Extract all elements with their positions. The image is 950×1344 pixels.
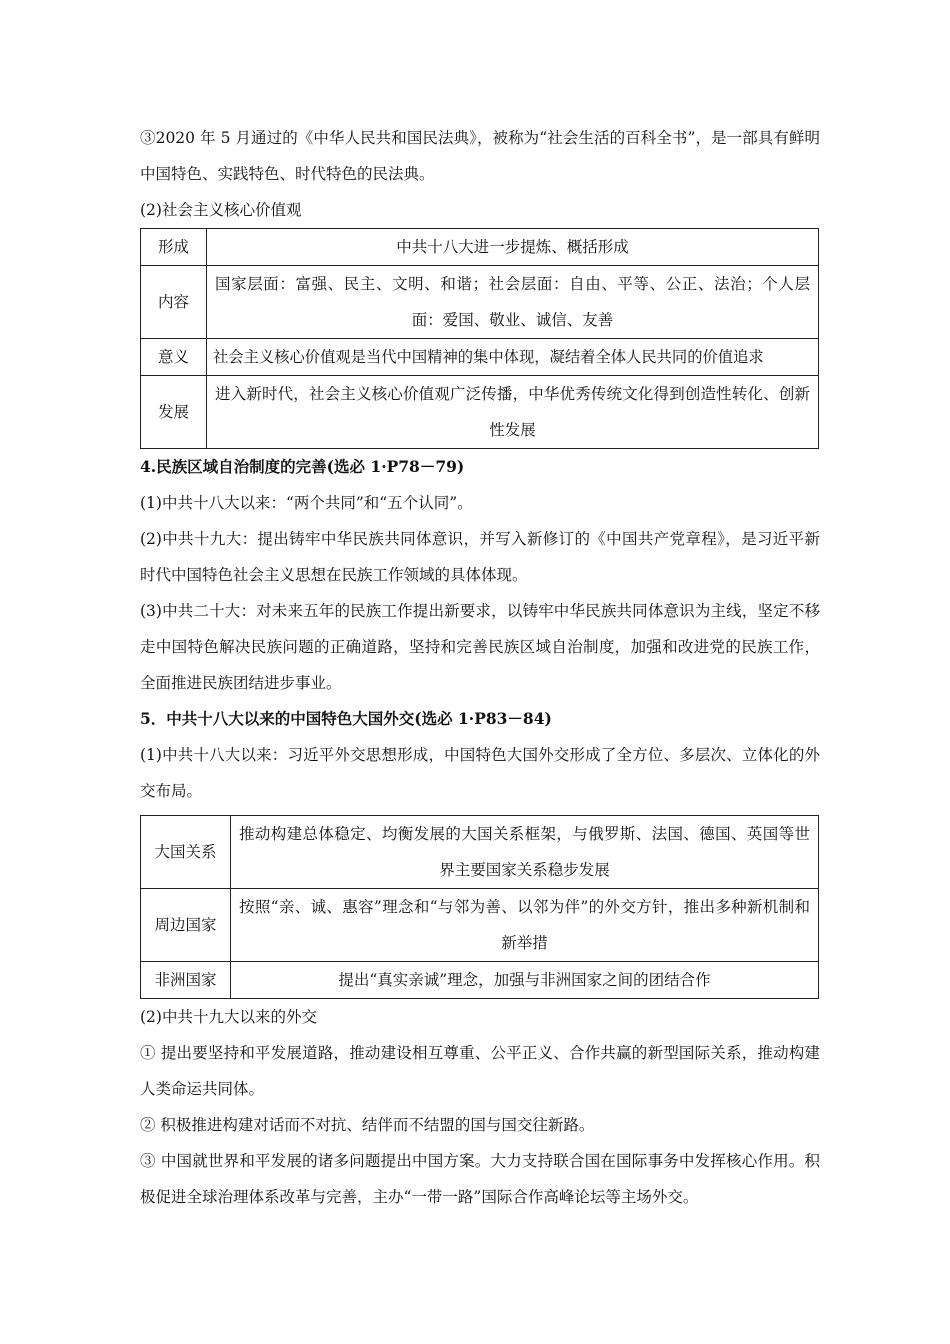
row-label: 非洲国家: [141, 962, 231, 999]
table-row: [141, 816, 819, 889]
diplomacy-table: [140, 815, 819, 999]
section-4-paragraph: (3)中共二十大：对未来五年的民族工作提出新要求，以铸牢中华民族共同体意识为主线，坚定不移走中国特色解决民族问题的正确道路，坚持和完善民族区域自治制度，加强和改进党的民族工作，全面推进民族团结进步事业。: [140, 602, 820, 692]
section-4-paragraph: (2)中共十九大：提出铸牢中华民族共同体意识，并写入新修订的《中国共产党章程》，是习近平新时代中国特色社会主义思想在民族工作领域的具体体现。: [140, 530, 820, 584]
table-row: [141, 889, 819, 962]
row-content: 国家层面：富强、民主、文明、和谐；社会层面：自由、平等、公正、法治；个人层面：爱国、敬业、诚信、友善: [207, 266, 819, 339]
table-row: [141, 962, 819, 999]
section-5-paragraph: ① 提出要坚持和平发展道路，推动建设相互尊重、公平正义、合作共赢的新型国际关系，推动构建人类命运共同体。: [140, 1044, 820, 1098]
row-content: 进入新时代，社会主义核心价值观广泛传播，中华优秀传统文化得到创造性转化、创新性发展: [207, 376, 819, 449]
document-page: [140, 120, 820, 1215]
row-label: 发展: [141, 376, 207, 449]
section-5-paragraph: (2)中共十九大以来的外交: [140, 1008, 317, 1026]
table-row: [141, 376, 819, 449]
row-content: 推动构建总体稳定、均衡发展的大国关系框架，与俄罗斯、法国、德国、英国等世界主要国家关系稳步发展: [231, 816, 819, 889]
table-row: [141, 339, 819, 376]
row-content: 提出“真实亲诚”理念，加强与非洲国家之间的团结合作: [231, 962, 819, 999]
section-5-paragraph: ② 积极推进构建对话而不对抗、结伴而不结盟的国与国交往新路。: [140, 1116, 595, 1134]
core-values-table: [140, 228, 819, 449]
section-4-paragraph: (1)中共十八大以来：“两个共同”和“五个认同”。: [140, 494, 473, 512]
table-row: [141, 266, 819, 339]
table-row: [141, 229, 819, 266]
section-4-heading: 4.民族区域自治制度的完善(选必 1·P78－79): [140, 457, 465, 476]
row-label: 意义: [141, 339, 207, 376]
row-content: 按照“亲、诚、惠容”理念和“与邻为善、以邻为伴”的外交方针，推出多种新机制和新举措: [231, 889, 819, 962]
row-content: 社会主义核心价值观是当代中国精神的集中体现，凝结着全体人民共同的价值追求: [207, 339, 819, 376]
row-content: 中共十八大进一步提炼、概括形成: [207, 229, 819, 266]
core-values-heading: (2)社会主义核心价值观: [140, 201, 302, 219]
section-5-paragraph: ③ 中国就世界和平发展的诸多问题提出中国方案。大力支持联合国在国际事务中发挥核心作用。积极促进全球治理体系改革与完善，主办“一带一路”国际合作高峰论坛等主场外交。: [140, 1152, 820, 1206]
row-label: 内容: [141, 266, 207, 339]
civil-code-paragraph: ③2020 年 5 月通过的《中华人民共和国民法典》，被称为“社会生活的百科全书”，是一部具有鲜明中国特色、实践特色、时代特色的民法典。: [140, 129, 820, 183]
section-5-heading: 5．中共十八大以来的中国特色大国外交(选必 1·P83－84): [140, 709, 552, 728]
row-label: 周边国家: [141, 889, 231, 962]
section-5-paragraph: (1)中共十八大以来：习近平外交思想形成，中国特色大国外交形成了全方位、多层次、立体化的外交布局。: [140, 746, 820, 800]
row-label: 形成: [141, 229, 207, 266]
row-label: 大国关系: [141, 816, 231, 889]
